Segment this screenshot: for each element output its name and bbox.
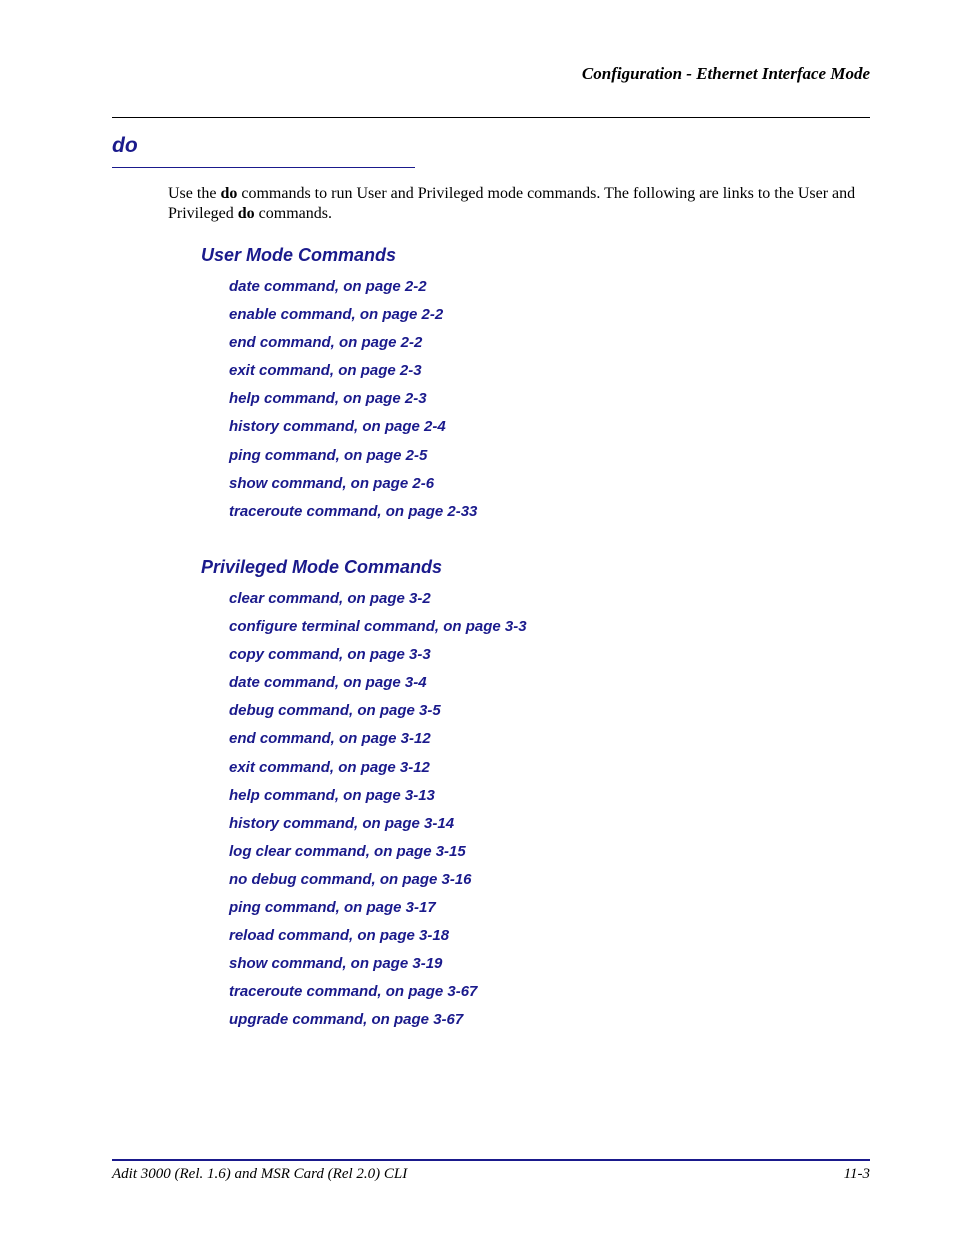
command-link[interactable]: reload command, on page 3-18 xyxy=(229,927,450,945)
command-link[interactable]: no debug command, on page 3-16 xyxy=(229,870,472,888)
command-link[interactable]: help command, on page 2-3 xyxy=(229,390,427,408)
command-link[interactable]: show command, on page 3-19 xyxy=(229,955,443,973)
footer-divider xyxy=(112,1159,870,1161)
command-link[interactable]: log clear command, on page 3-15 xyxy=(229,842,466,860)
command-link[interactable]: help command, on page 3-13 xyxy=(229,786,435,804)
command-link[interactable]: end command, on page 3-12 xyxy=(229,730,431,748)
command-link[interactable]: date command, on page 3-4 xyxy=(229,674,427,692)
command-link[interactable]: ping command, on page 3-17 xyxy=(229,899,436,917)
command-link[interactable]: traceroute command, on page 3-67 xyxy=(229,983,478,1001)
intro-text-1: Use the xyxy=(168,185,221,202)
header-divider xyxy=(112,117,870,118)
command-link[interactable]: exit command, on page 3-12 xyxy=(229,758,430,776)
command-link[interactable]: history command, on page 2-4 xyxy=(229,418,446,436)
command-link[interactable]: upgrade command, on page 3-67 xyxy=(229,1011,464,1029)
command-link[interactable]: end command, on page 2-2 xyxy=(229,334,423,352)
command-link[interactable]: debug command, on page 3-5 xyxy=(229,702,441,720)
privileged-mode-heading: Privileged Mode Commands xyxy=(201,557,443,577)
privileged-mode-link-list xyxy=(229,589,527,1039)
command-link[interactable]: configure terminal command, on page 3-3 xyxy=(229,618,527,636)
intro-text-2: commands to run User and Privileged mode commands. The following are links to the User and Privileged xyxy=(168,185,856,222)
page-number: 11-3 xyxy=(843,1166,870,1182)
intro-bold-2: do xyxy=(237,205,255,222)
running-header: Configuration - Ethernet Interface Mode xyxy=(581,64,870,83)
user-mode-heading: User Mode Commands xyxy=(201,245,397,265)
command-link[interactable]: history command, on page 3-14 xyxy=(229,814,455,832)
footer-doc-title: Adit 3000 (Rel. 1.6) and MSR Card (Rel 2.0) CLI xyxy=(112,1166,408,1182)
user-mode-link-list xyxy=(229,277,477,530)
section-divider xyxy=(112,167,415,168)
command-link[interactable]: traceroute command, on page 2-33 xyxy=(229,502,478,520)
command-link[interactable]: exit command, on page 2-3 xyxy=(229,362,422,380)
intro-text-3: commands. xyxy=(254,205,332,222)
command-link[interactable]: clear command, on page 3-2 xyxy=(229,590,431,607)
intro-paragraph xyxy=(168,184,870,224)
command-link[interactable]: ping command, on page 2-5 xyxy=(229,446,428,464)
command-link[interactable]: date command, on page 2-2 xyxy=(229,278,427,295)
command-link[interactable]: show command, on page 2-6 xyxy=(229,474,435,492)
intro-bold-1: do xyxy=(220,185,238,202)
command-link[interactable]: enable command, on page 2-2 xyxy=(229,306,444,324)
command-link[interactable]: copy command, on page 3-3 xyxy=(229,646,431,664)
section-title: do xyxy=(112,134,138,157)
